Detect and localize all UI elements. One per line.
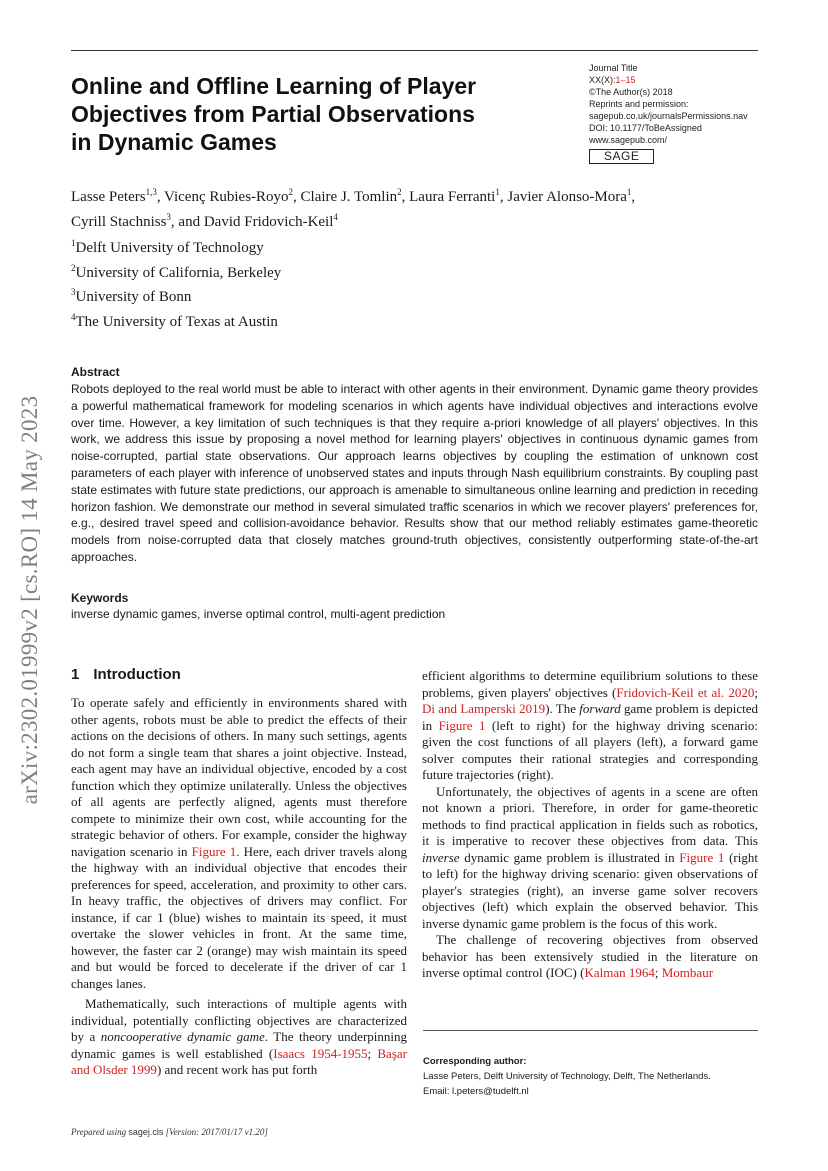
section-number: 1 [71, 666, 80, 683]
corresponding-author [423, 1054, 763, 1099]
arxiv-stamp: arXiv:2302.01999v2 [cs.RO] 14 May 2023 [17, 395, 42, 805]
journal-name: Journal Title [589, 63, 638, 73]
page-footer: Prepared using sagej.cls [Version: 2017/01/17 v1.20] [71, 1127, 268, 1137]
corresponding-email: Email: l.peters@tudelft.nl [423, 1086, 529, 1097]
title-line-2: Objectives from Partial Observations [71, 101, 475, 127]
top-rule [71, 50, 758, 51]
figure-link[interactable]: Figure 1 [438, 717, 486, 733]
affiliation: $^2$University of California, Berkeley [71, 262, 282, 281]
figure-link[interactable]: Figure 1 [679, 849, 725, 865]
title-line-3: in Dynamic Games [71, 129, 277, 155]
journal-doi: DOI: 10.1177/ToBeAssigned [589, 123, 702, 133]
section-title: Introduction [93, 666, 181, 683]
journal-website: www.sagepub.com/ [589, 135, 668, 145]
sage-logo: SAGE [589, 149, 654, 164]
right-column [422, 668, 758, 982]
corresponding-heading: Corresponding author: [423, 1056, 527, 1067]
paragraph: To operate safely and efficiently in environments shared with other agents, robots must be able to predict the effects of their actions on the decisions of others. In many such settings, agents do not form a single team that shares a joint objective. Instead, each agent may have an individual objective, encoded by a cost function which they optimize unilaterally. Unless the objectives of all agents are perfectly aligned, agents must therefore compete to minimize their own cost, while accounting for the strategic behavior of others. For example, consider the highway navigation scenario in Figure 1. Here, each driver travels along the highway with an individual objective that encodes their preferences for speed, acceleration, and proximity to other cars. In heavy traffic, the objectives of drivers may conflict. For instance, if car 1 (blue) wishes to maintain its speed, it must overtake the slower vehicles in front. At the same time, however, the faster car 2 (orange) may wish maintain its speed and but would be forced to decelerate if the driver of car 1 changes lanes. [71, 695, 407, 991]
author-name: and David Fridovich-Keil$^4$ [178, 212, 338, 230]
paper-title [71, 72, 541, 156]
journal-permissions-url: sagepub.co.uk/journalsPermissions.nav [589, 111, 748, 121]
citation-link[interactable]: Isaacs 1954-1955 [273, 1045, 368, 1061]
author-name: Claire J. Tomlin$^2$, [300, 187, 410, 205]
footer-cls: sagej.cls [128, 1127, 164, 1137]
affiliation: $^1$Delft University of Technology [71, 238, 264, 256]
paragraph: efficient algorithms to determine equilibrium solutions to these problems, given players' objectives (Fridovich-Keil et al. 2020; Di and Lamperski 2019). The forward game problem is depicted in Figure 1 (left to right) for the highway driving scenario: given the cost functions of all players (left), a forward game solver computes their rational strategies and corresponding future trajectories (right). [422, 668, 759, 782]
author-name: Laura Ferranti$^1$, [409, 187, 508, 205]
citation-link[interactable]: Kalman 1964 [584, 965, 655, 980]
affiliation-list [71, 234, 571, 332]
figure-link[interactable]: Figure 1 [191, 843, 237, 859]
author-name: Lasse Peters$^{1,3}$, [71, 187, 165, 205]
citation-link[interactable]: Fridovich-Keil et al. 2020 [616, 684, 755, 700]
affiliation: $^4$The University of Texas at Austin [71, 311, 278, 330]
author-name: Cyrill Stachniss$^3$, [71, 212, 179, 230]
journal-pages-link[interactable]: 1–15 [615, 75, 636, 85]
affiliation: $^3$University of Bonn [71, 287, 192, 305]
journal-volume: XX(X):1–15 [589, 75, 636, 85]
citation-link[interactable]: Başar and Olsder 1999 [71, 1045, 407, 1077]
abstract-text: Robots deployed to the real world must be able to interact with other agents in their environment. Dynamic game theory provides a powerful mathematical framework for modeling scenarios in which agents have individual objectives and interactions evolve over time. However, a key limitation of such techniques is that they require a-priori knowledge of all players' objectives. In this work, we address this issue by proposing a novel method for learning players' objectives in continuous dynamic games from noise-corrupted, partial state observations. Our approach learns objectives by coupling the estimation of unknown cost parameters of each player with inference of unobserved states and inputs through Nash equilibrium constraints. By coupling past state estimates with future state predictions, our approach is amenable to simultaneous online learning and prediction in receding horizon fashion. We demonstrate our method in several simulated traffic scenarios in which we recover players' preferences for, e.g., desired travel speed and collision-avoidance behavior. Results show that our method reliably estimates game-theoretic models from noise-corrupted data that closely matches ground-truth objectives, consistently outperforming state-of-the-art approaches. [71, 382, 758, 564]
abstract-heading: Abstract [71, 365, 120, 379]
paragraph: The challenge of recovering objectives from observed behavior has been extensively studied in the literature on inverse optimal control (IOC) (Kalman 1964; Mombaur [422, 932, 758, 980]
section-heading [71, 666, 181, 683]
left-column [71, 695, 407, 1079]
author-name: Javier Alonso-Mora$^1$, [507, 187, 636, 205]
author-name: Vicenç Rubies-Royo$^2$, [164, 187, 301, 205]
title-line-1: Online and Offline Learning of Player [71, 73, 477, 99]
corresponding-rule [423, 1030, 758, 1031]
citation-link[interactable]: Di and Lamperski 2019 [422, 701, 546, 716]
citation-link[interactable]: Mombaur [661, 965, 714, 980]
paragraph: Unfortunately, the objectives of agents in a scene are often not known a priori. Therefore, in order for game-theoretic methods to find practical application in fields such as robotics, it is imperative to recover these objectives from data. This inverse dynamic game problem is illustrated in Figure 1 (right to left) for the highway driving scenario: given observations of player's strategies (right), an inverse game solver recovers objectives (left) which explain the observed behavior. This inverse dynamic game problem is the focus of this work. [422, 783, 758, 931]
keywords-text: inverse dynamic games, inverse optimal control, multi-agent prediction [71, 607, 446, 621]
journal-reprints: Reprints and permission: [589, 99, 689, 109]
author-list [71, 182, 751, 232]
corresponding-address: Lasse Peters, Delft University of Technology, Delft, The Netherlands. [423, 1071, 711, 1082]
journal-copyright: ©The Author(s) 2018 [589, 87, 673, 97]
keywords-heading: Keywords [71, 591, 129, 605]
paragraph: Mathematically, such interactions of multiple agents with individual, potentially conflicting objectives are characterized by a noncooperative dynamic game. The theory underpinning dynamic games is well established (Isaacs 1954-1955; Başar and Olsder 1999) and recent work has put forth [71, 996, 407, 1077]
journal-info [589, 62, 789, 164]
